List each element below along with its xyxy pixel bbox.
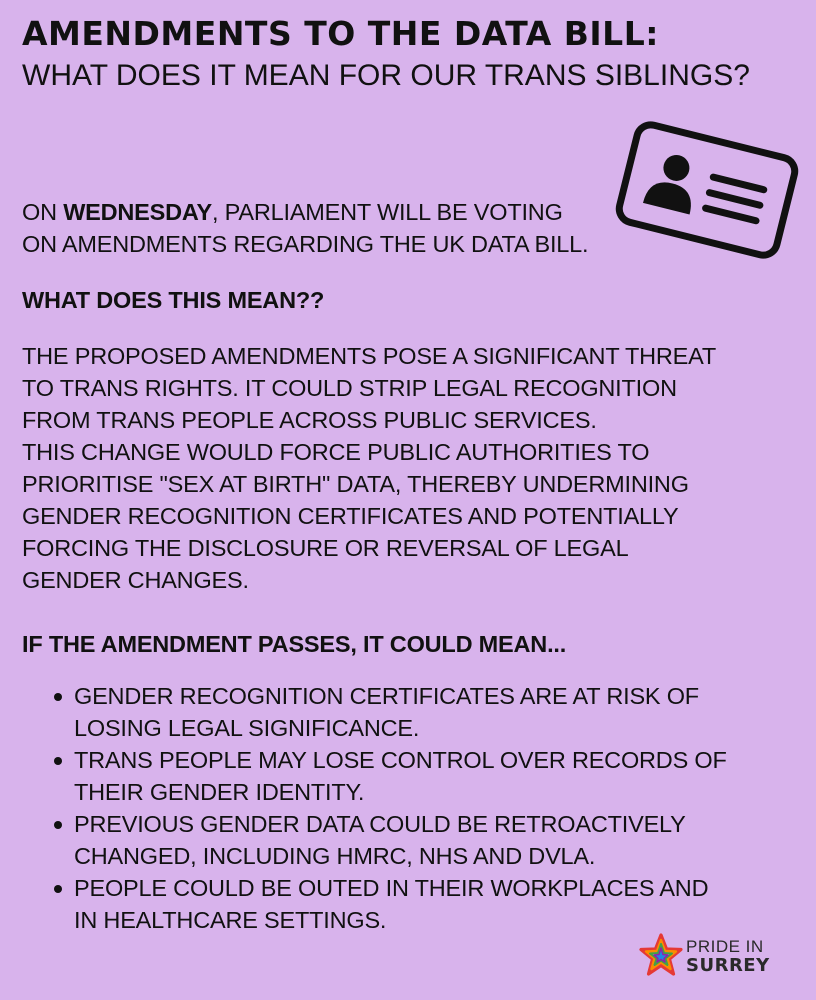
list-item-line: CHANGED, INCLUDING HMRC, NHS AND DVLA. <box>74 843 596 869</box>
explanation-line: FORCING THE DISCLOSURE OR REVERSAL OF LEGAL <box>22 535 629 561</box>
intro-line-1 <box>22 196 588 228</box>
pride-in-surrey-logo <box>638 932 788 982</box>
explanation-line: TO TRANS RIGHTS. IT COULD STRIP LEGAL RECOGNITION <box>22 375 677 401</box>
page-title: AMENDMENTS TO THE DATA BILL: <box>22 14 659 53</box>
page-subtitle: WHAT DOES IT MEAN FOR OUR TRANS SIBLINGS? <box>22 59 750 92</box>
explanation-line: THIS CHANGE WOULD FORCE PUBLIC AUTHORITIES TO <box>22 439 650 465</box>
logo-line-2: SURREY <box>686 955 770 976</box>
passes-heading: IF THE AMENDMENT PASSES, IT COULD MEAN... <box>22 631 567 657</box>
intro-rest: , PARLIAMENT WILL BE VOTING <box>212 199 563 225</box>
explanation-line: THE PROPOSED AMENDMENTS POSE A SIGNIFICANT THREAT <box>22 343 717 369</box>
explanation-line: GENDER CHANGES. <box>22 567 249 593</box>
id-card-icon <box>612 114 802 266</box>
explanation-line: GENDER RECOGNITION CERTIFICATES AND POTENTIALLY <box>22 503 679 529</box>
list-item-line: TRANS PEOPLE MAY LOSE CONTROL OVER RECORDS OF <box>74 747 727 773</box>
list-item-line: GENDER RECOGNITION CERTIFICATES ARE AT RISK OF <box>74 683 699 709</box>
consequences-list <box>22 680 727 936</box>
list-item-line: PEOPLE COULD BE OUTED IN THEIR WORKPLACES AND <box>74 875 709 901</box>
list-item <box>22 744 727 808</box>
intro-prefix: ON <box>22 199 64 225</box>
list-item <box>22 680 727 744</box>
list-item-line: LOSING LEGAL SIGNIFICANCE. <box>74 715 420 741</box>
list-item <box>22 872 727 936</box>
list-item-line: IN HEALTHCARE SETTINGS. <box>74 907 387 933</box>
intro-emphasis: WEDNESDAY <box>63 199 212 225</box>
list-item-line: THEIR GENDER IDENTITY. <box>74 779 365 805</box>
intro-line-2: ON AMENDMENTS REGARDING THE UK DATA BILL. <box>22 231 589 257</box>
rainbow-star-icon <box>638 932 684 978</box>
list-item-line: PREVIOUS GENDER DATA COULD BE RETROACTIVELY <box>74 811 686 837</box>
explanation-paragraph <box>22 340 716 596</box>
intro-paragraph <box>22 196 588 260</box>
list-item <box>22 808 727 872</box>
question-heading: WHAT DOES THIS MEAN?? <box>22 287 325 313</box>
explanation-line: PRIORITISE "SEX AT BIRTH" DATA, THEREBY UNDERMINING <box>22 471 689 497</box>
logo-line-1: PRIDE IN <box>686 937 764 956</box>
explanation-line: FROM TRANS PEOPLE ACROSS PUBLIC SERVICES. <box>22 407 597 433</box>
